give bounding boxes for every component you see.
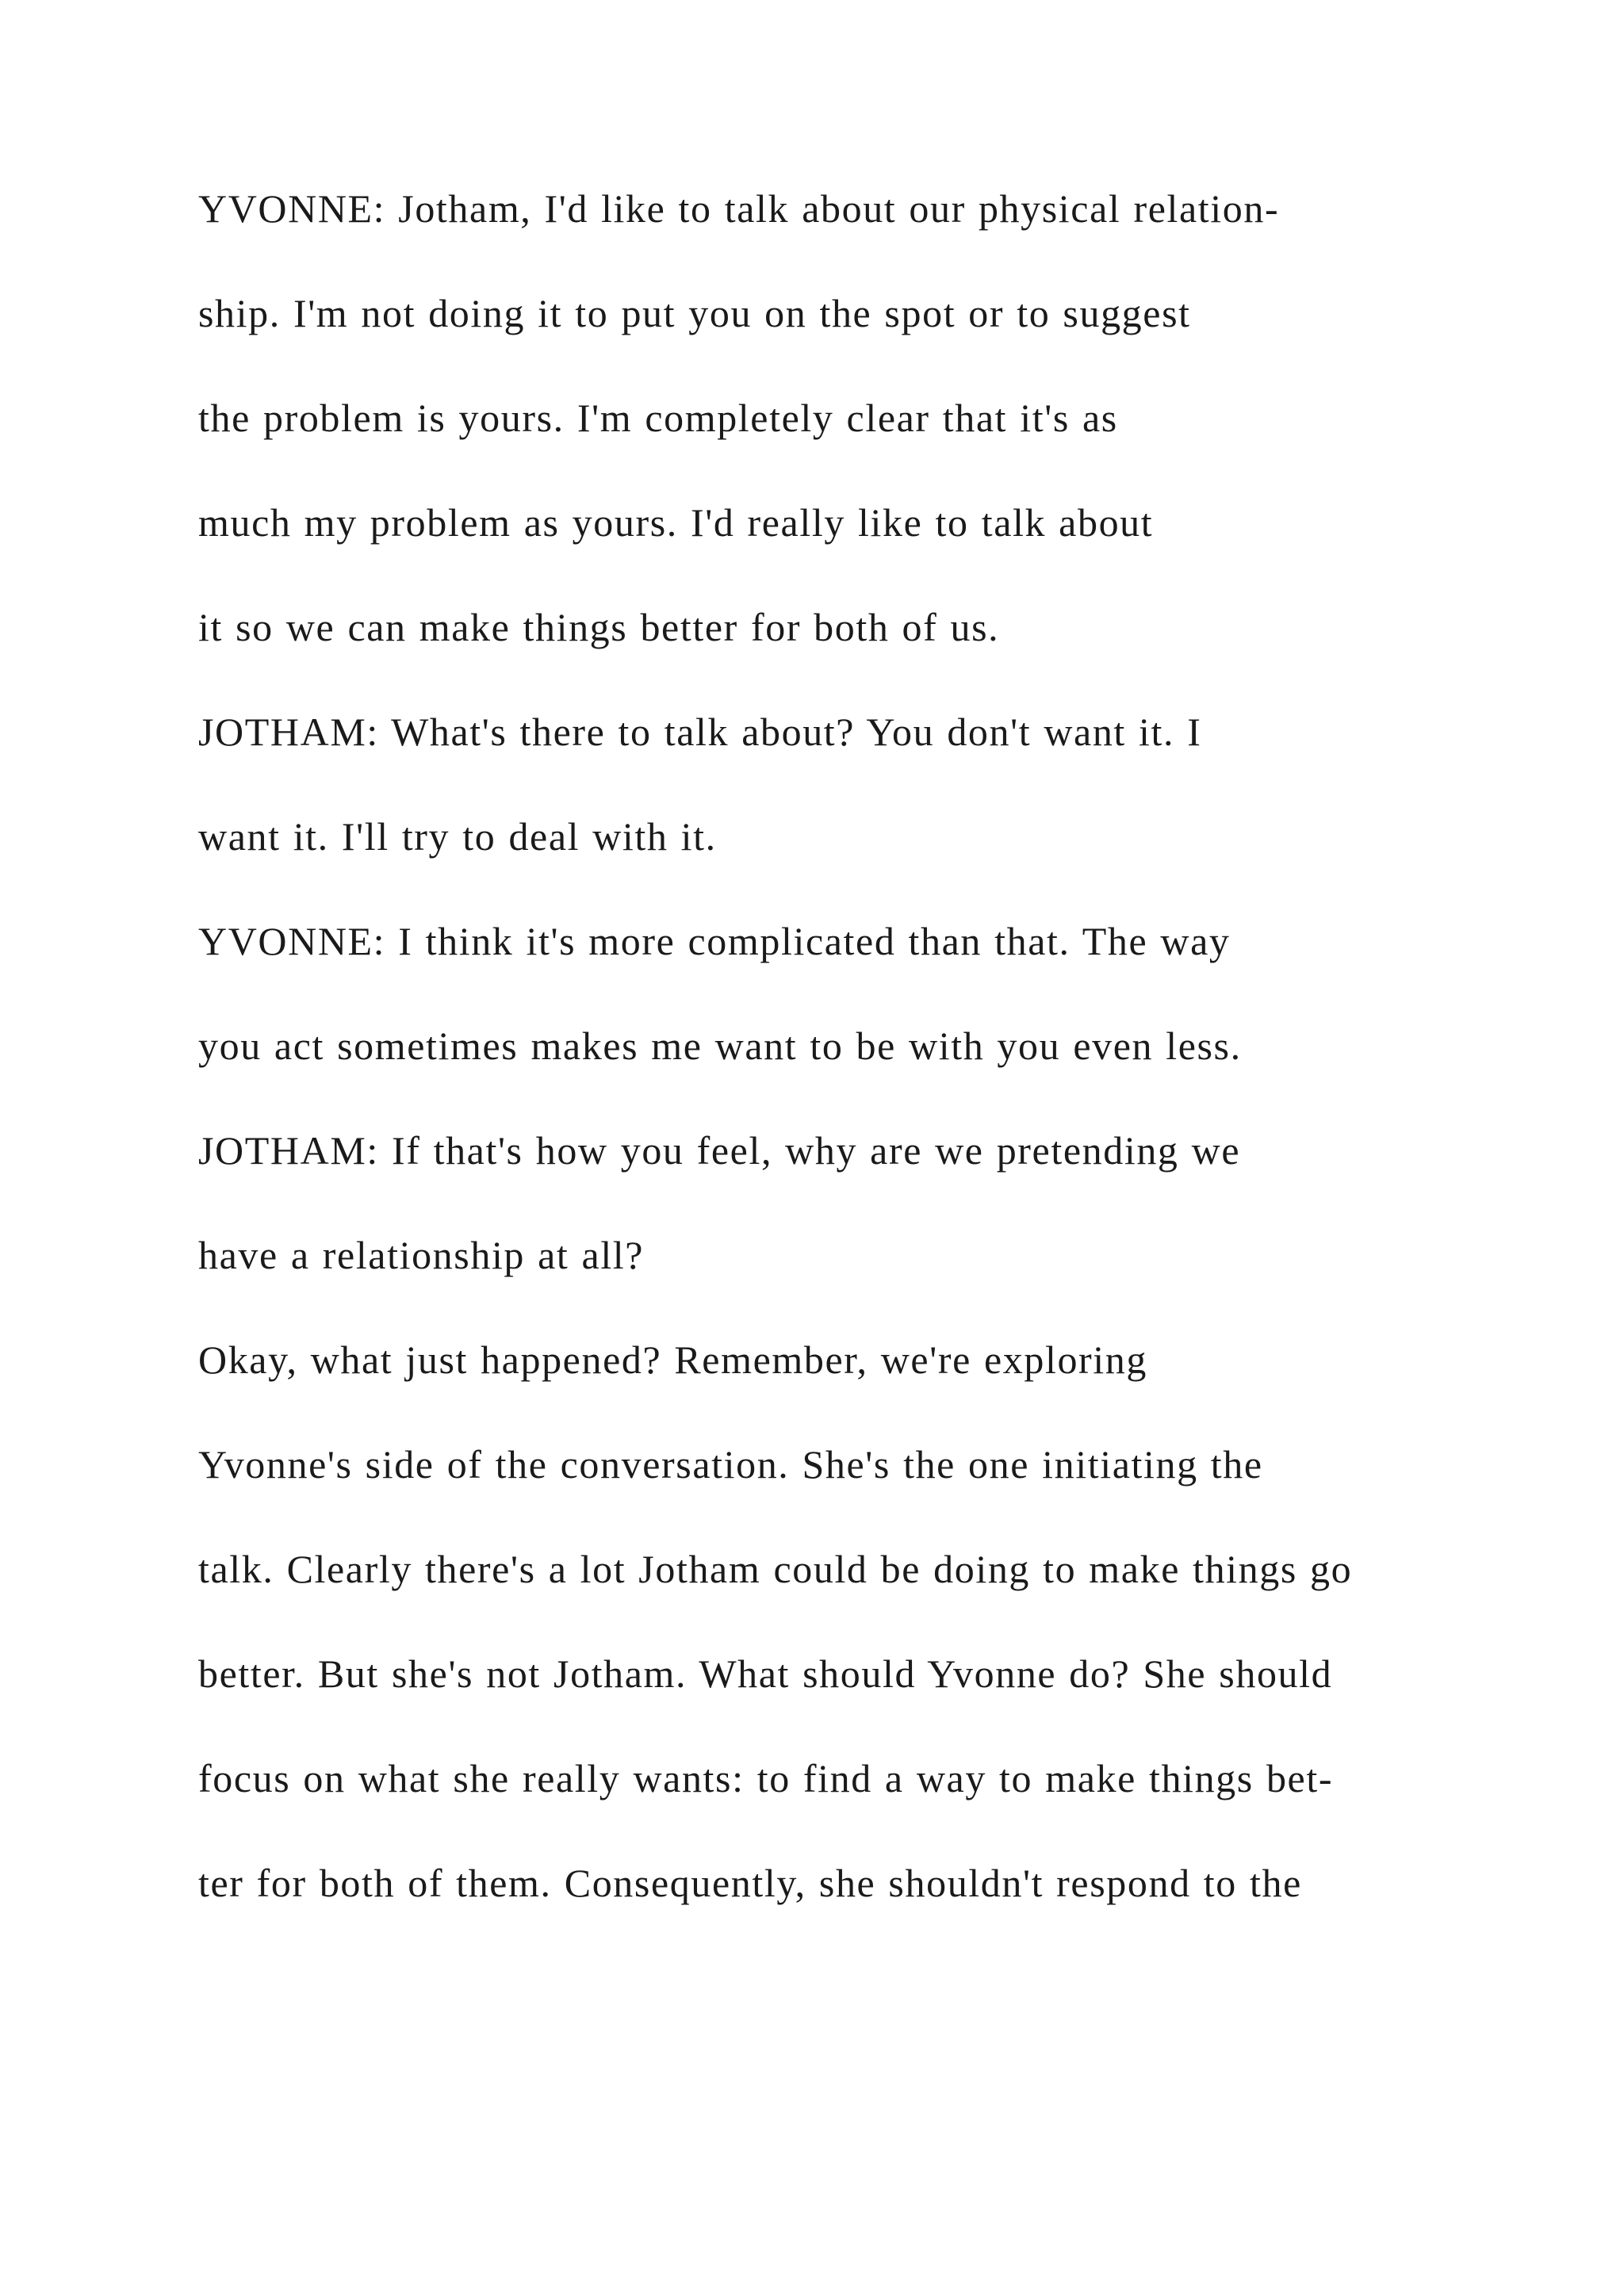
text-line: YVONNE: Jotham, I'd like to talk about our physical relation- [198,186,1280,231]
text-line: ter for both of them. Consequently, she shouldn't respond to the [198,1861,1302,1905]
text-line: much my problem as yours. I'd really like to talk about [198,500,1154,545]
text-line: JOTHAM: If that's how you feel, why are we pretending we [198,1128,1241,1173]
text-line: better. But she's not Jotham. What should Yvonne do? She should [198,1651,1333,1696]
text-line: ship. I'm not doing it to put you on the spot or to suggest [198,291,1191,335]
document-body [198,182,1507,1961]
text-line: Yvonne's side of the conversation. She's the one initiating the [198,1442,1263,1487]
text-line: JOTHAM: What's there to talk about? You don't want it. I [198,710,1202,754]
text-line: it so we can make things better for both of us. [198,605,1000,649]
text-line: have a relationship at all? [198,1233,645,1277]
text-line: YVONNE: I think it's more complicated than that. The way [198,919,1231,963]
text-line: Okay, what just happened? Remember, we're exploring [198,1337,1147,1382]
text-line: the problem is yours. I'm completely clear that it's as [198,396,1118,440]
text-line: want it. I'll try to deal with it. [198,814,717,859]
text-line: you act sometimes makes me want to be with you even less. [198,1024,1242,1068]
text-line: talk. Clearly there's a lot Jotham could be doing to make things go [198,1547,1353,1591]
text-line: focus on what she really wants: to find a way to make things bet- [198,1756,1334,1800]
